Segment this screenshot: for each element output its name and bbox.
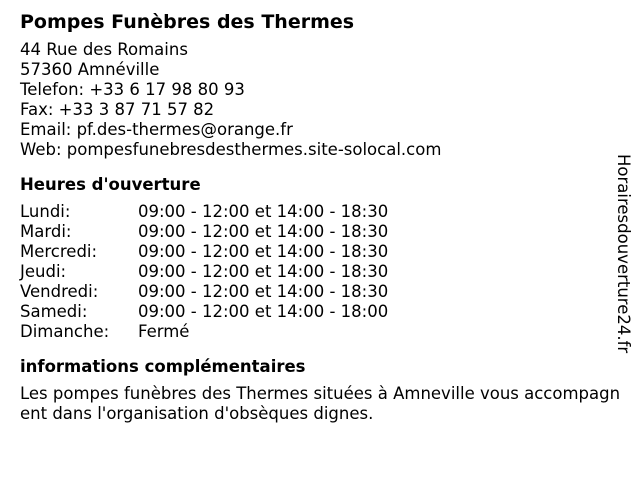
additional-info-heading: informations complémentaires (20, 357, 306, 376)
day-label: Mercredi: (20, 242, 98, 261)
day-label: Jeudi: (20, 262, 67, 281)
hours-row-thursday (20, 262, 620, 282)
additional-info-text: Les pompes funèbres des Thermes situées à Amneville vous accompagnent dans l'organisation d'obsèques dignes. (20, 384, 621, 423)
day-hours: 09:00 - 12:00 et 14:00 - 18:30 (138, 202, 389, 221)
day-hours: 09:00 - 12:00 et 14:00 - 18:30 (138, 242, 389, 261)
hours-row-saturday (20, 302, 620, 322)
opening-hours-table (20, 202, 620, 342)
site-watermark (612, 134, 634, 374)
day-hours: Fermé (138, 322, 190, 341)
business-card (20, 8, 620, 424)
day-hours: 09:00 - 12:00 et 14:00 - 18:30 (138, 222, 389, 241)
day-hours: 09:00 - 12:00 et 14:00 - 18:00 (138, 302, 389, 321)
hours-row-monday (20, 202, 620, 222)
website-link[interactable]: Web: pompesfunebresdesthermes.site-solocal.com (20, 140, 442, 159)
day-label: Dimanche: (20, 322, 110, 341)
day-label: Mardi: (20, 222, 72, 241)
day-hours: 09:00 - 12:00 et 14:00 - 18:30 (138, 282, 389, 301)
fax-number: Fax: +33 3 87 71 57 82 (20, 100, 215, 119)
address-city: 57360 Amnéville (20, 60, 160, 79)
hours-row-sunday (20, 322, 620, 342)
hours-row-tuesday (20, 222, 620, 242)
watermark-text: Horairesdouverture24.fr (614, 154, 633, 354)
day-hours: 09:00 - 12:00 et 14:00 - 18:30 (138, 262, 389, 281)
day-label: Vendredi: (20, 282, 99, 301)
address-street: 44 Rue des Romains (20, 40, 188, 59)
day-label: Lundi: (20, 202, 71, 221)
business-name: Pompes Funèbres des Thermes (20, 11, 355, 33)
hours-row-friday (20, 282, 620, 302)
email-address[interactable]: Email: pf.des-thermes@orange.fr (20, 120, 293, 139)
contact-block (20, 40, 620, 160)
day-label: Samedi: (20, 302, 88, 321)
phone-number[interactable]: Telefon: +33 6 17 98 80 93 (20, 80, 245, 99)
opening-hours-heading: Heures d'ouverture (20, 175, 201, 194)
hours-row-wednesday (20, 242, 620, 262)
